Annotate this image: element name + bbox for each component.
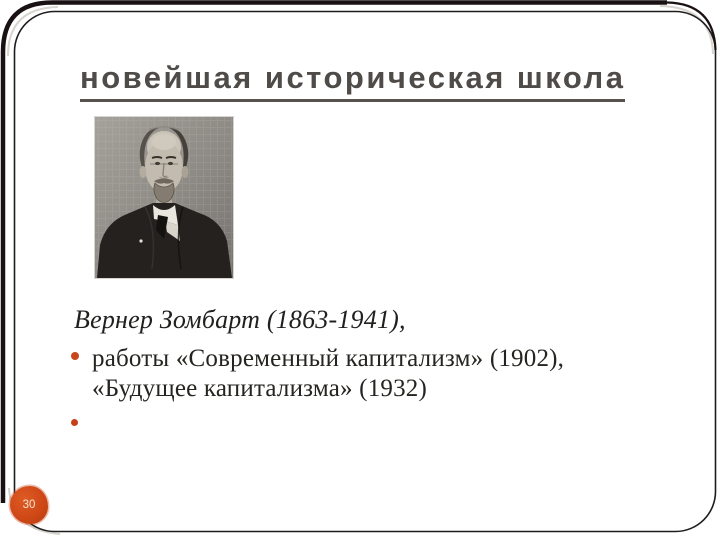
slide-title — [80, 60, 625, 96]
bullet-item-works — [92, 344, 564, 404]
frame-thick-edge-corner — [667, 3, 716, 51]
page-number: 30 — [22, 499, 36, 511]
scholar-name-line: Вернер Зомбарт (1863-1941), — [74, 305, 406, 334]
slide-title-text: новейшая историческая школа — [80, 60, 625, 102]
bullet-line-1: работы «Современный капитализм» (1902), — [92, 345, 565, 372]
page-number-badge — [10, 486, 48, 524]
bullet-line-2: «Будущее капитализма» (1932) — [92, 375, 428, 402]
bullet-icon — [71, 352, 79, 360]
portrait-photo — [95, 117, 233, 278]
bullet-icon-empty — [71, 419, 78, 426]
portrait-illustration — [95, 117, 233, 278]
